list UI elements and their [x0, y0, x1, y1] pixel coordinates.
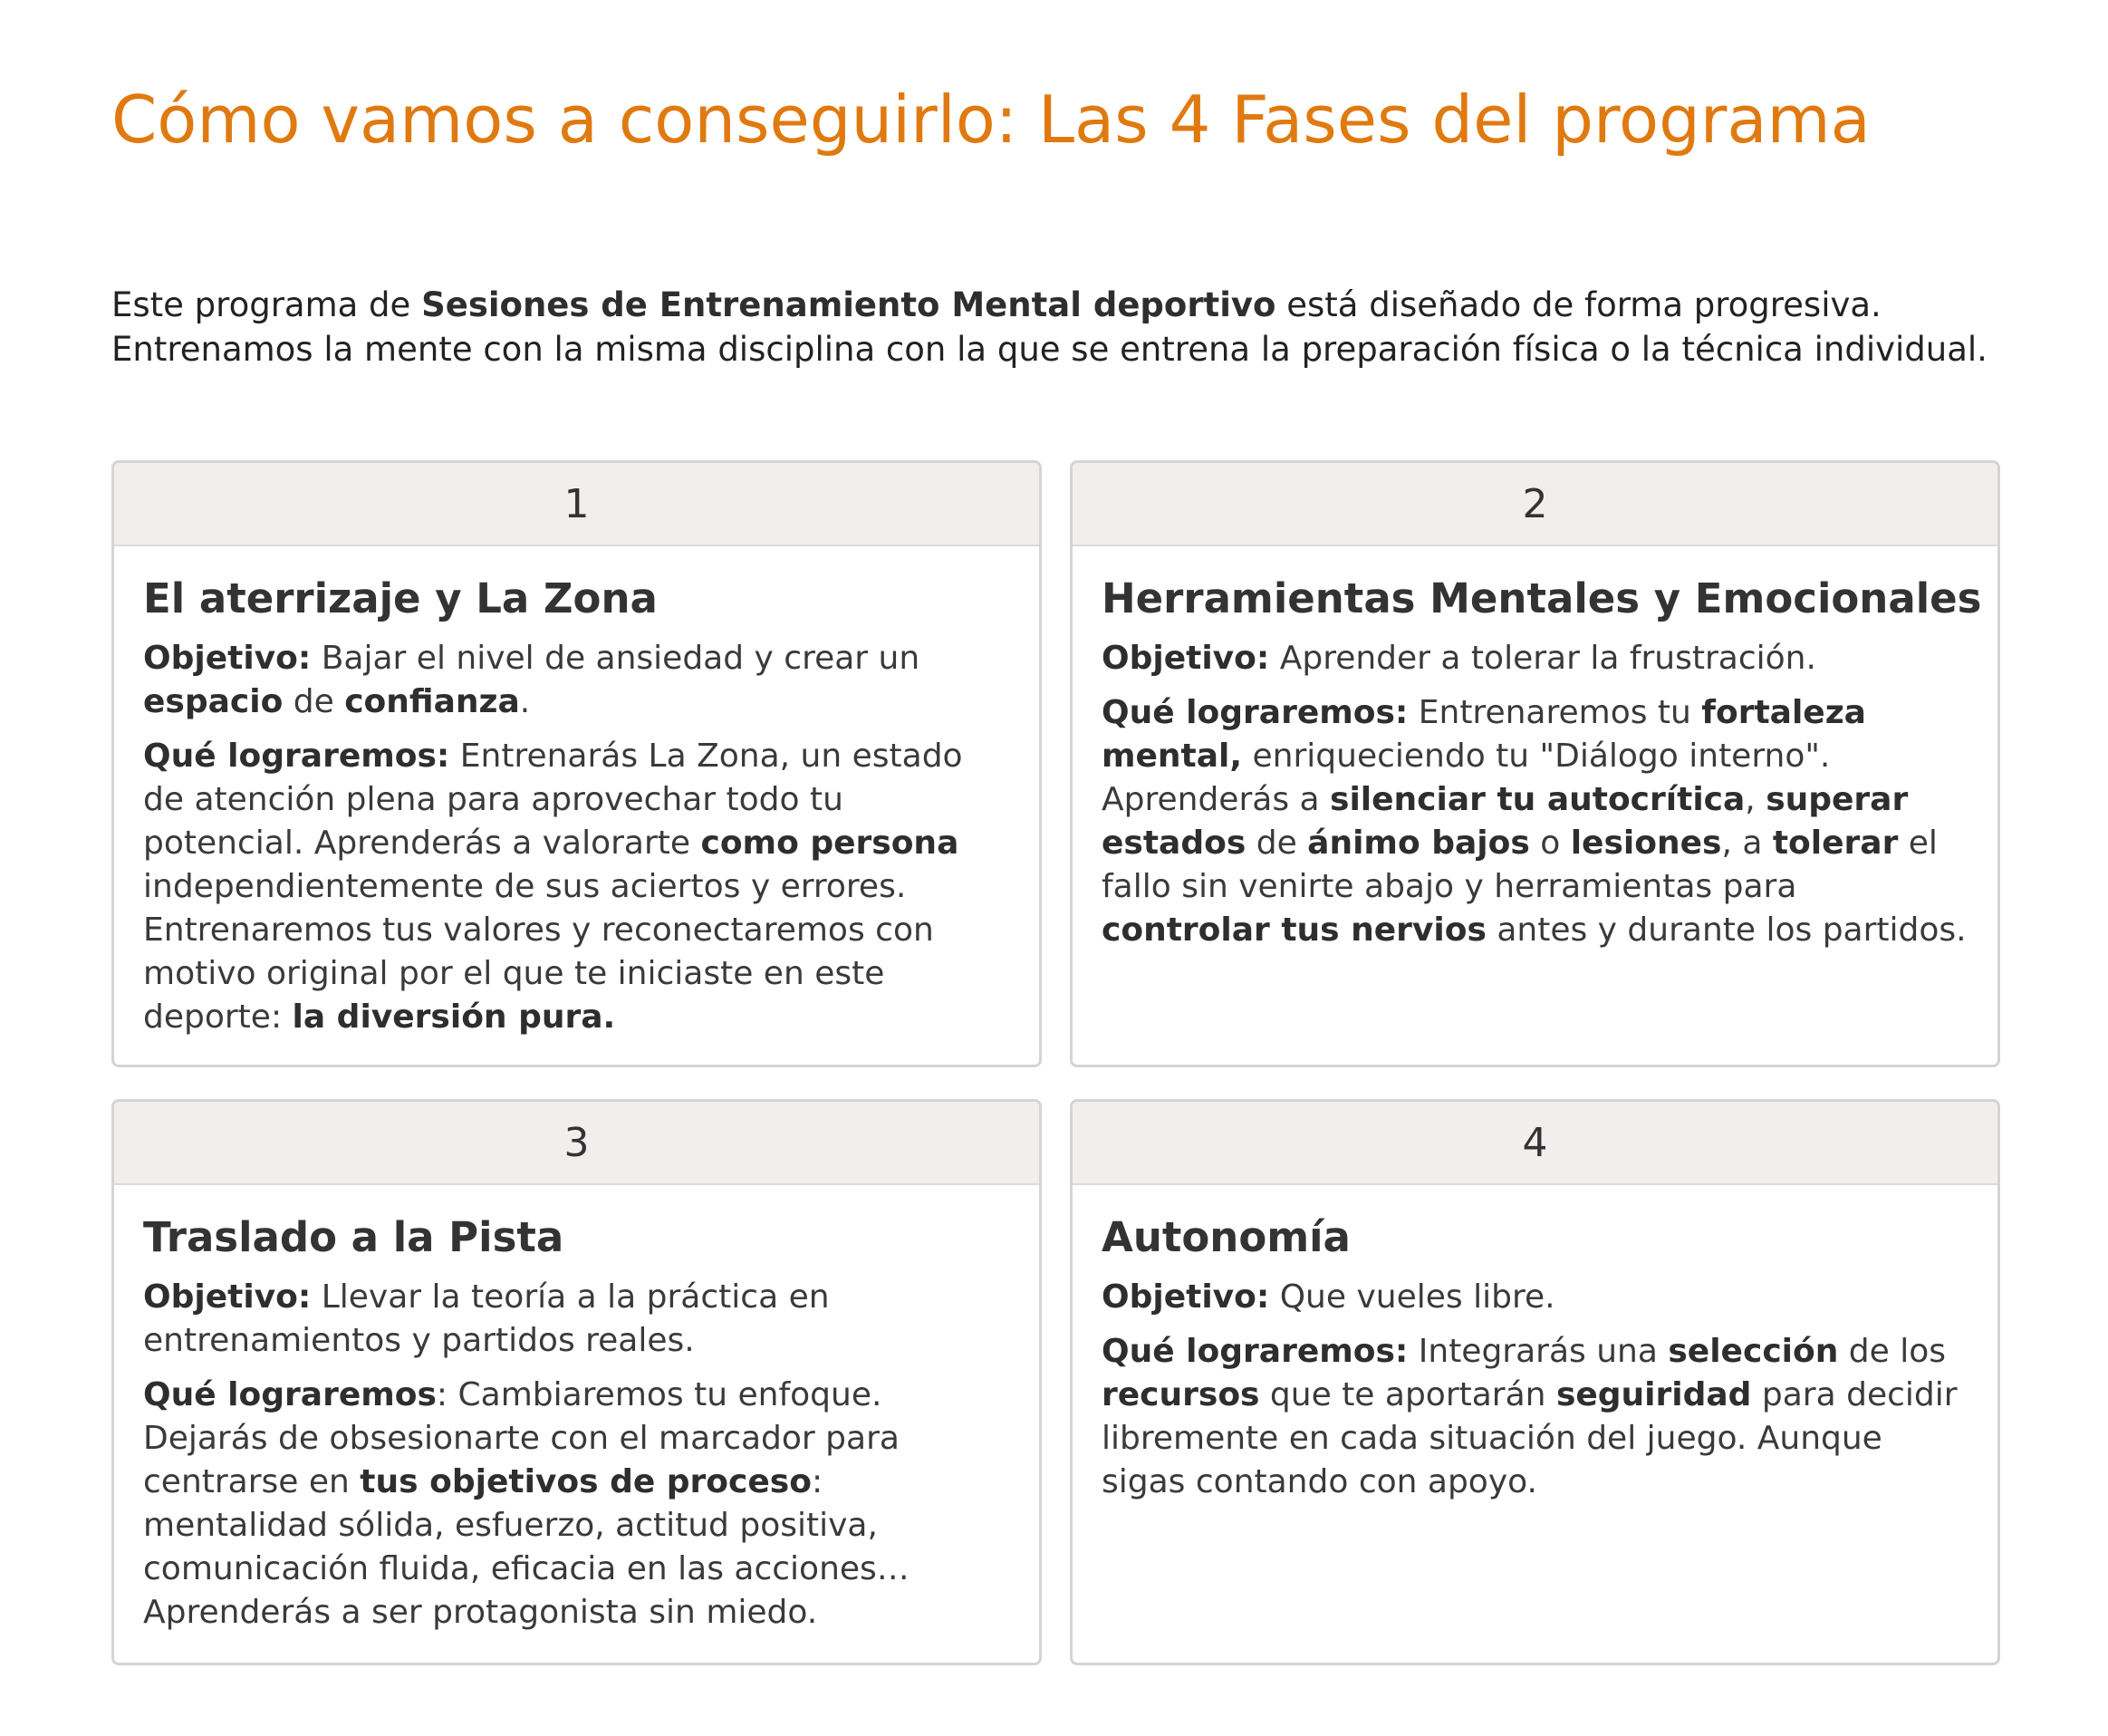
- intro-paragraph: Este programa de Sesiones de Entrenamiento Mental deportivo está diseñado de forma progresiva. Entrenamos la mente con la misma disciplina con la que se entrena la preparación física o la técnica individual.: [111, 285, 1988, 369]
- phase-outcome: Qué lograremos: Cambiaremos tu enfoque. Dejarás de obsesionarte con el marcador para centrarse en tus objetivos de proceso: mentalidad sólida, esfuerzo, actitud positiva, comunicación fluida, eficacia en las acciones… Aprenderás a ser protagonista sin miedo.: [143, 1376, 910, 1631]
- phase-card-1: [111, 460, 1042, 1067]
- phase-outcome: Qué lograremos: Entrenaremos tu fortaleza mental, enriqueciendo tu "Diálogo interno". Aprenderás a silenciar tu autocrítica, superar estados de ánimo bajos o lesiones, a tolerar el fallo sin venirte abajo y herramientas para controlar tus nervios antes y durante los partidos.: [1102, 694, 1967, 949]
- phase-objective: Objetivo: Aprender a tolerar la frustración.: [1102, 640, 1816, 677]
- phase-objective: Objetivo: Que vueles libre.: [1102, 1278, 1555, 1316]
- phase-title: Autonomía: [1102, 1213, 1351, 1261]
- phase-title: Herramientas Mentales y Emocionales: [1102, 574, 1982, 622]
- phase-number: 2: [1073, 463, 1997, 546]
- phase-title: El aterrizaje y La Zona: [143, 574, 658, 622]
- phase-card-3: [111, 1099, 1042, 1665]
- phase-objective: Objetivo: Llevar la teoría a la práctica en entrenamientos y partidos reales.: [143, 1278, 830, 1359]
- page-title: Cómo vamos a conseguirlo: Las 4 Fases del programa: [111, 82, 1871, 158]
- phase-card-2: [1070, 460, 2000, 1067]
- phase-title: Traslado a la Pista: [143, 1213, 564, 1261]
- phase-number: 1: [114, 463, 1039, 546]
- phase-card-4: [1070, 1099, 2000, 1665]
- phase-number: 4: [1073, 1102, 1997, 1185]
- phase-outcome: Qué lograremos: Entrenarás La Zona, un estado de atención plena para aprovechar todo tu potencial. Aprenderás a valorarte como persona independientemente de sus aciertos y errores. Entrenaremos tus valores y reconectaremos con motivo original por el que te iniciaste en este deporte: la diversión pura.: [143, 738, 963, 1036]
- phases-grid: [111, 460, 2000, 1665]
- phase-objective: Objetivo: Bajar el nivel de ansiedad y crear un espacio de confianza.: [143, 640, 920, 720]
- phase-outcome: Qué lograremos: Integrarás una selección de los recursos que te aportarán seguiridad para decidir libremente en cada situación del juego. Aunque sigas contando con apoyo.: [1102, 1333, 1958, 1500]
- phase-number: 3: [114, 1102, 1039, 1185]
